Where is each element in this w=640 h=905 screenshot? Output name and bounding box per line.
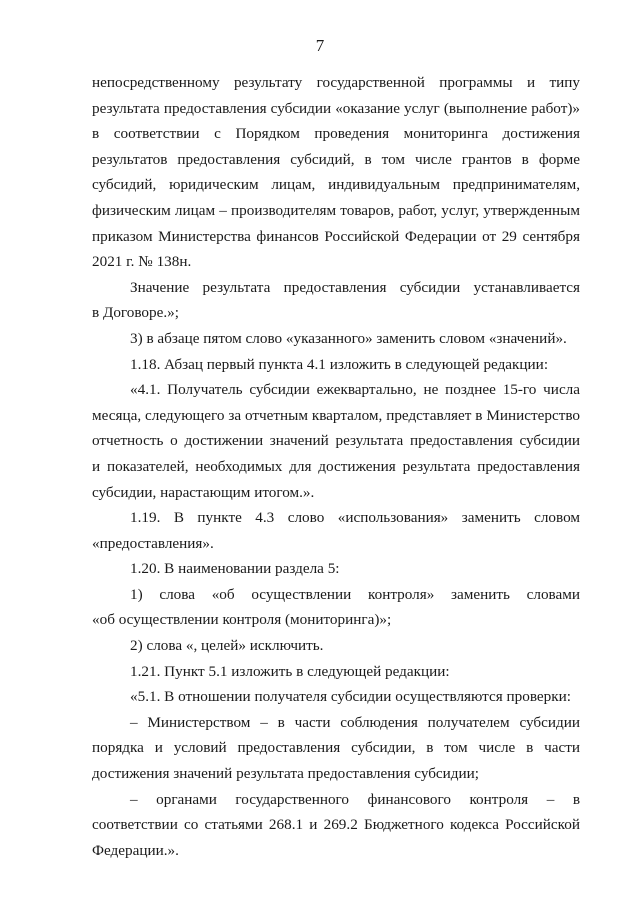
text-line: месяца, следующего за отчетным кварталом, представляет в Министерство xyxy=(92,406,580,424)
text-line: 2021 г. № 138н. xyxy=(92,253,192,271)
paragraph xyxy=(92,633,580,659)
paragraph xyxy=(92,505,580,556)
paragraph xyxy=(92,556,580,582)
paragraph xyxy=(92,70,580,275)
paragraph xyxy=(92,710,580,787)
text-line: субсидии, нарастающим итогом.». xyxy=(92,483,315,501)
text-line: – органами государственного финансового контроля – в xyxy=(130,790,580,808)
text-line: 1.20. В наименовании раздела 5: xyxy=(130,560,340,578)
text-line: приказом Министерства финансов Российской Федерации от 29 сентября xyxy=(92,227,580,245)
text-line: – Министерством – в части соблюдения получателем субсидии xyxy=(130,713,580,731)
paragraph xyxy=(92,787,580,864)
text-line: 1.18. Абзац первый пункта 4.1 изложить в следующей редакции: xyxy=(130,355,549,373)
document-body xyxy=(92,70,580,863)
text-line: «5.1. В отношении получателя субсидии осуществляются проверки: xyxy=(130,688,571,706)
text-line: «предоставления». xyxy=(92,534,214,552)
text-line: отчетность о достижении значений результата предоставления субсидии xyxy=(92,432,580,450)
paragraph xyxy=(92,377,580,505)
page-number: 7 xyxy=(315,36,325,55)
text-line: достижения значений результата предоставления субсидии; xyxy=(92,765,480,783)
text-line: непосредственному результату государственной программы и типу xyxy=(92,74,580,91)
text-line: «4.1. Получатель субсидии ежеквартально, не позднее 15-го числа xyxy=(130,381,580,399)
text-line: 1.19. В пункте 4.3 слово «использования» заменить словом xyxy=(130,509,580,527)
text-line: субсидий, юридическим лицам, индивидуальным предпринимателям, xyxy=(92,176,580,194)
paragraph xyxy=(92,684,580,710)
text-line: результатов предоставления субсидий, в том числе грантов в форме xyxy=(92,150,580,168)
text-line: порядка и условий предоставления субсидии, в том числе в части xyxy=(92,739,580,757)
text-line: «об осуществлении контроля (мониторинга)»; xyxy=(92,611,392,629)
text-line: 2) слова «, целей» исключить. xyxy=(130,637,324,655)
paragraph xyxy=(92,326,580,352)
text-line: результата предоставления субсидии «оказание услуг (выполнение работ)» xyxy=(92,99,580,117)
text-line: 1.21. Пункт 5.1 изложить в следующей редакции: xyxy=(130,662,450,680)
text-line: Федерации.». xyxy=(92,841,179,859)
paragraph xyxy=(92,352,580,378)
text-line: и показателей, необходимых для достижения результата предоставления xyxy=(92,457,580,475)
text-line: 3) в абзаце пятом слово «указанного» заменить словом «значений». xyxy=(130,329,567,347)
text-line: Значение результата предоставления субсидии устанавливается xyxy=(130,278,580,296)
text-line: в Договоре.»; xyxy=(92,304,179,322)
text-line: 1) слова «об осуществлении контроля» заменить словами xyxy=(130,585,580,603)
paragraph xyxy=(92,582,580,633)
text-line: физическим лицам – производителям товаров, работ, услуг, утвержденным xyxy=(92,201,580,219)
text-line: в соответствии с Порядком проведения мониторинга достижения xyxy=(92,125,580,143)
text-line: соответствии со статьями 268.1 и 269.2 Бюджетного кодекса Российской xyxy=(92,816,580,834)
paragraph xyxy=(92,659,580,685)
paragraph xyxy=(92,275,580,326)
